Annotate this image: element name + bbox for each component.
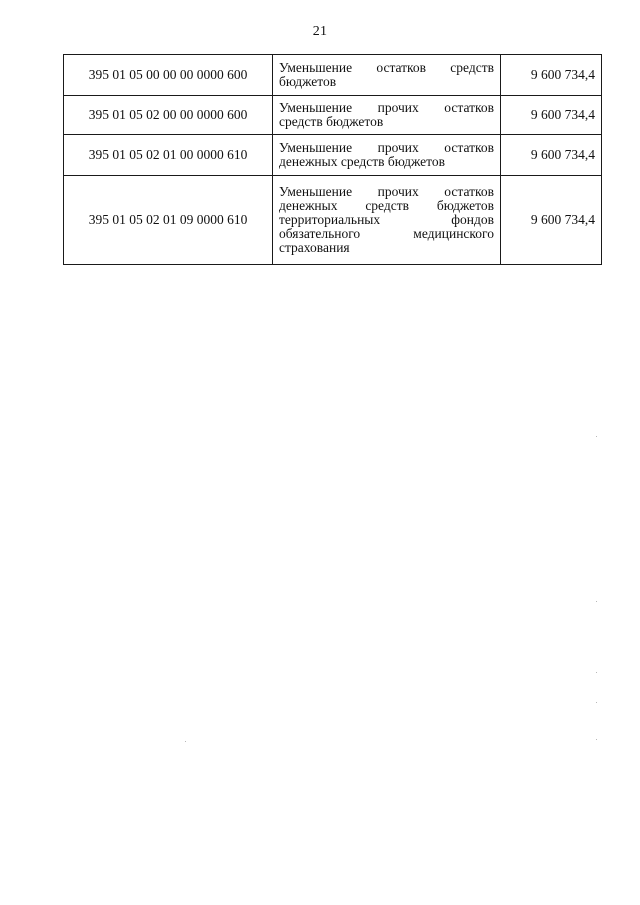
budget-code-cell: 395 01 05 02 00 00 0000 600 xyxy=(64,96,273,135)
scan-speck xyxy=(596,436,597,437)
budget-code-cell: 395 01 05 00 00 00 0000 600 xyxy=(64,55,273,96)
scan-speck xyxy=(185,741,186,742)
amount-cell: 9 600 734,4 xyxy=(501,55,602,96)
scan-speck xyxy=(596,739,597,740)
amount-cell: 9 600 734,4 xyxy=(501,96,602,135)
budget-code-cell: 395 01 05 02 01 09 0000 610 xyxy=(64,176,273,265)
table-row xyxy=(64,96,602,135)
table-row xyxy=(64,55,602,96)
description-cell: Уменьшение прочих остатков денежных средств бюджетов xyxy=(273,135,501,176)
page-number: 21 xyxy=(312,24,328,39)
description-cell: Уменьшение прочих остатков денежных средств бюджетов территориальных фондов обязательного медицинского страхования xyxy=(273,176,501,265)
scan-speck xyxy=(596,702,597,703)
table-row xyxy=(64,176,602,265)
description-cell: Уменьшение остатков средств бюджетов xyxy=(273,55,501,96)
amount-cell: 9 600 734,4 xyxy=(501,135,602,176)
amount-cell: 9 600 734,4 xyxy=(501,176,602,265)
description-cell: Уменьшение прочих остатков средств бюджетов xyxy=(273,96,501,135)
budget-code-cell: 395 01 05 02 01 00 0000 610 xyxy=(64,135,273,176)
table-row xyxy=(64,135,602,176)
budget-sources-table xyxy=(63,54,602,265)
scan-speck xyxy=(596,672,597,673)
scan-speck xyxy=(596,601,597,602)
